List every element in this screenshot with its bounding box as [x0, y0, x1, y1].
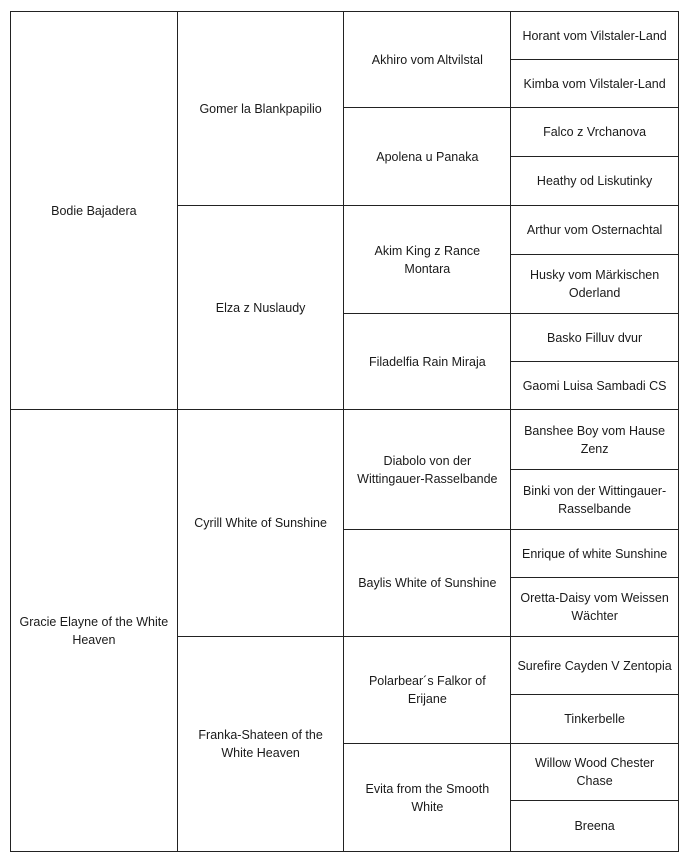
great-grandparent: Apolena u Panaka — [344, 108, 511, 206]
great-grandparent: Akhiro vom Altvilstal — [344, 12, 511, 108]
great-great-grandparent: Binki von der Wittingauer-Rasselbande — [511, 470, 679, 530]
grandparent-dam-sire: Cyrill White of Sunshine — [177, 410, 344, 637]
pedigree-table — [10, 11, 679, 852]
great-great-grandparent: Husky vom Märkischen Oderland — [511, 255, 679, 314]
great-great-grandparent: Tinkerbelle — [511, 695, 679, 744]
parent-sire: Bodie Bajadera — [11, 12, 178, 410]
grandparent-sire-dam: Elza z Nuslaudy — [177, 206, 344, 410]
great-grandparent: Evita from the Smooth White — [344, 744, 511, 852]
great-great-grandparent: Oretta-Daisy vom Weissen Wächter — [511, 578, 679, 637]
great-great-grandparent: Banshee Boy vom Hause Zenz — [511, 410, 679, 470]
grandparent-dam-dam: Franka-Shateen of the White Heaven — [177, 637, 344, 852]
parent-dam: Gracie Elayne of the White Heaven — [11, 410, 178, 852]
great-great-grandparent: Kimba vom Vilstaler-Land — [511, 60, 679, 108]
great-great-grandparent: Gaomi Luisa Sambadi CS — [511, 362, 679, 410]
great-great-grandparent: Willow Wood Chester Chase — [511, 744, 679, 801]
grandparent-sire-sire: Gomer la Blankpapilio — [177, 12, 344, 206]
great-grandparent: Diabolo von der Wittingauer-Rasselbande — [344, 410, 511, 530]
great-grandparent: Filadelfia Rain Miraja — [344, 314, 511, 410]
great-great-grandparent: Heathy od Liskutinky — [511, 157, 679, 206]
great-great-grandparent: Basko Filluv dvur — [511, 314, 679, 362]
great-grandparent: Baylis White of Sunshine — [344, 530, 511, 637]
great-great-grandparent: Arthur vom Osternachtal — [511, 206, 679, 255]
great-great-grandparent: Enrique of white Sunshine — [511, 530, 679, 578]
great-great-grandparent: Horant vom Vilstaler-Land — [511, 12, 679, 60]
great-great-grandparent: Breena — [511, 801, 679, 852]
great-grandparent: Polarbear´s Falkor of Erijane — [344, 637, 511, 744]
great-grandparent: Akim King z Rance Montara — [344, 206, 511, 314]
great-great-grandparent: Surefire Cayden V Zentopia — [511, 637, 679, 695]
great-great-grandparent: Falco z Vrchanova — [511, 108, 679, 157]
